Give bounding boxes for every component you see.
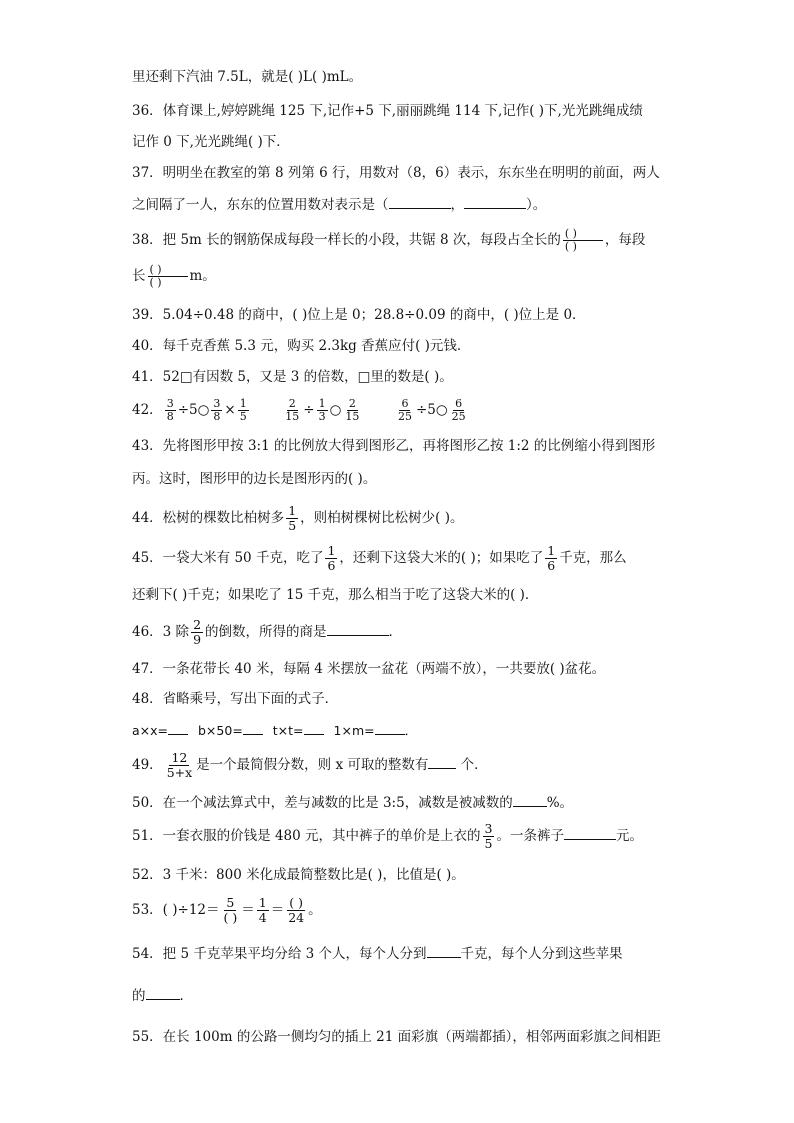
fraction: $\frac{2}{15}$ (285, 397, 300, 423)
answer-blank[interactable] (564, 826, 616, 840)
fraction: $\frac{( )}{24}$ (288, 895, 305, 925)
question-48: 48．省略乘号，写出下面的式子． (132, 691, 339, 707)
line-continuation: 里还剩下汽油 7.5L，就是( )L( )mL。 (132, 69, 363, 85)
fraction: $\frac{( )}{( )}$ (148, 264, 188, 289)
question-36-cont: 记作 0 下,光光跳绳( )下． (132, 134, 290, 150)
fraction: $\frac{2}{9}$ (193, 617, 202, 647)
fraction: $\frac{1}{6}$ (327, 543, 336, 573)
fraction: $\frac{1}{6}$ (547, 543, 556, 573)
answer-blank[interactable] (327, 622, 389, 636)
question-53: 53．( )÷12＝ $\frac{5}{( )}$ ＝ $\frac{1}{4}$ ＝ $\frac{( )}{24}$ 。 (132, 895, 322, 925)
question-45-cont: 还剩下( )千克；如果吃了 15 千克，那么相当于吃了这袋大米的( )． (132, 587, 539, 603)
fraction: $\frac{3}{8}$ (213, 397, 221, 423)
fraction: $\frac{6}{25}$ (397, 397, 412, 423)
answer-blank[interactable] (304, 721, 324, 735)
question-52: 52．3 千米：800 米化成最简整数比是( )，比值是( )。 (132, 867, 465, 883)
question-50: 50．在一个减法算式中，差与减数的比是 3:5，减数是被减数的 %。 (132, 795, 574, 811)
question-43: 43．先将图形甲按 3:1 的比例放大得到图形乙，再将图形乙按 1:2 的比例缩小得到图形 (132, 438, 656, 454)
answer-blank[interactable] (168, 721, 188, 735)
fraction: $\frac{3}{8}$ (166, 397, 174, 423)
question-55: 55．在长 100m 的公路一侧均匀的插上 21 面彩旗（两端都插），相邻两面彩旗之间相距 (132, 1029, 661, 1045)
question-36: 36．体育课上,婷婷跳绳 125 下,记作+5 下,丽丽跳绳 114 下,记作( )下,光光跳绳成绩 (132, 103, 643, 119)
question-41: 41．52□有因数 5，又是 3 的倍数，□里的数是( )。 (132, 369, 453, 385)
answer-blank[interactable] (243, 721, 263, 735)
question-40: 40．每千克香蕉 5.3 元，购买 2.3kg 香蕉应付( )元钱． (132, 338, 471, 354)
question-38: 38．把 5m 长的钢筋保成每段一样长的小段，共锯 8 次，每段占全长的 $\frac{( )}{( )}$ ，每段 (132, 227, 646, 253)
fraction: $\frac{12}{5+x}$ (166, 750, 193, 780)
question-48-expressions: a×x= b×50= t×t= 1×m= ． (132, 723, 418, 738)
question-39: 39．5.04÷0.48 的商中，( )位上是 0；28.8÷0.09 的商中，( )位上是 0． (132, 307, 586, 323)
question-42: 42． $\frac{3}{8}$ ÷5○ $\frac{3}{8}$ × $\frac{1}{5}$ $\frac{2}{15}$ ÷ $\frac{1}{3}$ ○ $\frac{2}{15}$ $\frac{6}{25}$ ÷5○ $\frac{6}{25}$ (132, 397, 466, 423)
question-37-cont: 之间隔了一人，东东的位置用数对表示是（ ， ）。 (132, 197, 547, 213)
question-49: 49． $\frac{12}{5+x}$ 是一个最简假分数，则 x 可取的整数有 个． (132, 750, 488, 780)
question-51: 51．一套衣服的价钱是 480 元，其中裤子的单价是上衣的 $\frac{3}{5}$ 。一条裤子 元。 (132, 821, 643, 851)
fraction: $\frac{5}{( )}$ (223, 895, 238, 925)
fraction: $\frac{3}{5}$ (484, 821, 493, 851)
question-44: 44．松树的棵数比柏树多 $\frac{1}{5}$ ，则柏树棵树比松树少( )。 (132, 503, 464, 533)
answer-blank[interactable] (389, 195, 451, 209)
fraction: $\frac{1}{5}$ (239, 397, 247, 423)
question-54-cont: 的 ． (132, 988, 193, 1004)
answer-blank[interactable] (513, 793, 547, 807)
question-38-cont: 长 $\frac{( )}{( )}$ m。 (132, 263, 216, 289)
question-43-cont: 丙。这时，图形甲的边长是图形丙的( )。 (132, 471, 377, 487)
question-37: 37．明明坐在教室的第 8 列第 6 行，用数对（8，6）表示，东东坐在明明的前面，两人 (132, 165, 660, 181)
question-47: 47．一条花带长 40 米，每隔 4 米摆放一盆花（两端不放），一共要放( )盆花。 (132, 661, 606, 677)
answer-blank[interactable] (146, 986, 180, 1000)
answer-blank[interactable] (375, 721, 405, 735)
fraction: $\frac{( )}{( )}$ (563, 228, 603, 253)
answer-blank[interactable] (427, 944, 461, 958)
answer-blank[interactable] (464, 195, 526, 209)
fraction: $\frac{1}{3}$ (318, 397, 326, 423)
question-54: 54．把 5 千克苹果平均分给 3 个人，每个人分到 千克，每个人分到这些苹果 (132, 946, 623, 962)
answer-blank[interactable] (428, 755, 456, 769)
fraction: $\frac{2}{15}$ (345, 397, 360, 423)
fraction: $\frac{1}{4}$ (258, 895, 267, 925)
fraction: $\frac{1}{5}$ (288, 503, 297, 533)
question-46: 46．3 除 $\frac{2}{9}$ 的倒数，所得的商是 ． (132, 617, 403, 647)
question-45: 45．一袋大米有 50 千克，吃了 $\frac{1}{6}$ ，还剩下这袋大米的( )；如果吃了 $\frac{1}{6}$ 千克，那么 (132, 543, 627, 573)
fraction: $\frac{6}{25}$ (451, 397, 466, 423)
